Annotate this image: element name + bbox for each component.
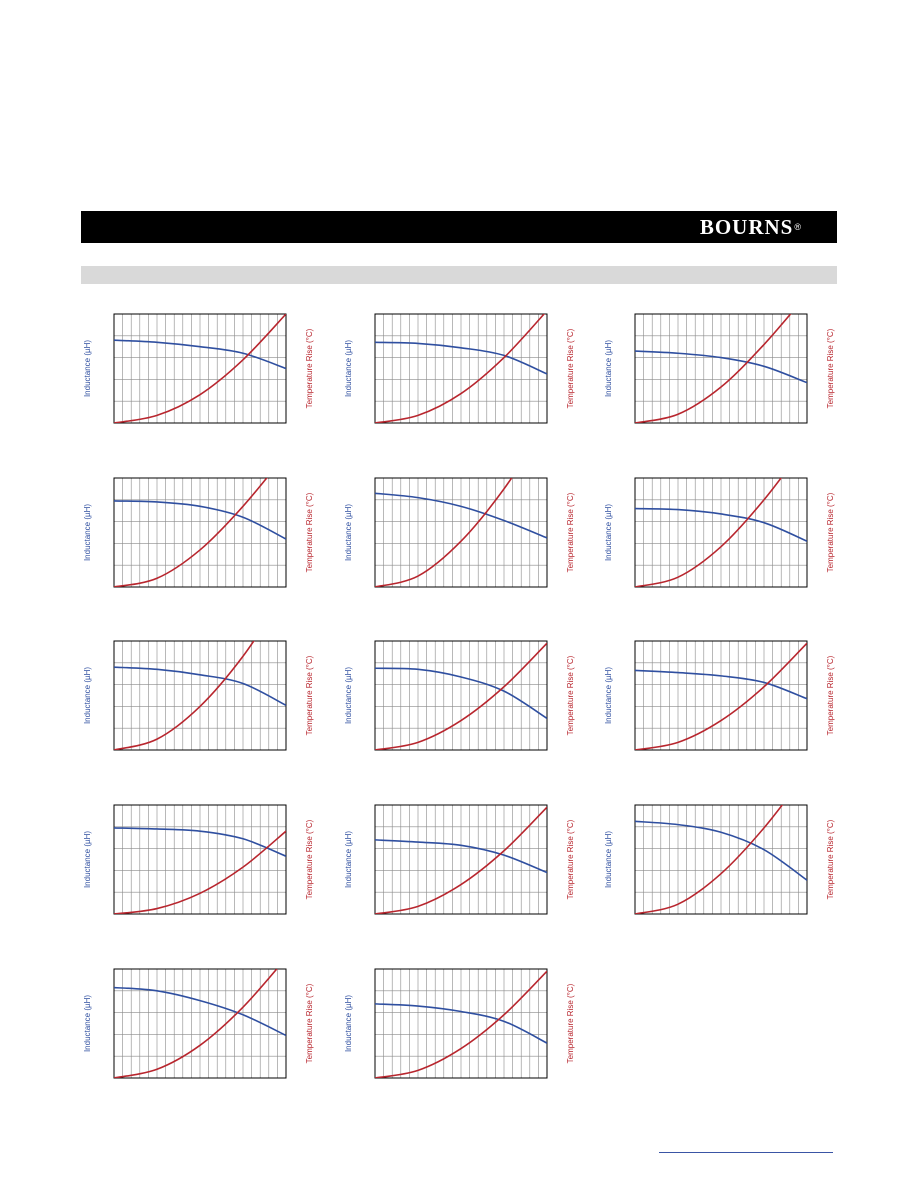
logo-text: BOURNS	[699, 215, 794, 239]
y-axis-label-inductance: Inductance (µH)	[604, 666, 613, 725]
chart-3	[604, 294, 835, 423]
y-axis-label-inductance: Inductance (µH)	[344, 830, 353, 889]
chart-10	[83, 805, 314, 914]
y-axis-label-inductance: Inductance (µH)	[344, 666, 353, 725]
y-axis-label-temperature: Temperature Rise (°C)	[826, 819, 835, 900]
chart-5	[344, 424, 575, 588]
y-axis-label-inductance: Inductance (µH)	[604, 503, 613, 562]
chart-4	[83, 454, 314, 587]
chart-12	[604, 772, 835, 914]
y-axis-label-inductance: Inductance (µH)	[344, 339, 353, 398]
y-axis-label-temperature: Temperature Rise (°C)	[566, 983, 575, 1064]
chart-11	[344, 805, 575, 914]
chart-14	[344, 969, 575, 1078]
y-axis-label-temperature: Temperature Rise (°C)	[305, 328, 314, 409]
y-axis-label-inductance: Inductance (µH)	[83, 994, 92, 1053]
chart-2	[344, 311, 575, 423]
y-axis-label-temperature: Temperature Rise (°C)	[305, 983, 314, 1064]
chart-6	[604, 443, 835, 587]
registered-mark: ®	[794, 222, 801, 232]
chart-13	[83, 958, 314, 1078]
y-axis-label-inductance: Inductance (µH)	[83, 503, 92, 562]
y-axis-label-temperature: Temperature Rise (°C)	[305, 492, 314, 573]
y-axis-label-temperature: Temperature Rise (°C)	[305, 655, 314, 736]
y-axis-label-temperature: Temperature Rise (°C)	[566, 492, 575, 573]
y-axis-label-inductance: Inductance (µH)	[83, 339, 92, 398]
y-axis-label-temperature: Temperature Rise (°C)	[566, 655, 575, 736]
y-axis-label-inductance: Inductance (µH)	[344, 994, 353, 1053]
chart-8	[344, 641, 575, 750]
y-axis-label-temperature: Temperature Rise (°C)	[566, 819, 575, 900]
y-axis-label-temperature: Temperature Rise (°C)	[826, 492, 835, 573]
y-axis-label-temperature: Temperature Rise (°C)	[305, 819, 314, 900]
chart-7	[83, 592, 314, 750]
y-axis-label-temperature: Temperature Rise (°C)	[826, 328, 835, 409]
chart-1	[83, 314, 314, 423]
footer-link-underline[interactable]	[659, 1152, 833, 1153]
y-axis-label-temperature: Temperature Rise (°C)	[566, 328, 575, 409]
y-axis-label-temperature: Temperature Rise (°C)	[826, 655, 835, 736]
y-axis-label-inductance: Inductance (µH)	[344, 503, 353, 562]
y-axis-label-inductance: Inductance (µH)	[604, 830, 613, 889]
y-axis-label-inductance: Inductance (µH)	[604, 339, 613, 398]
chart-9	[604, 641, 835, 750]
y-axis-label-inductance: Inductance (µH)	[83, 666, 92, 725]
y-axis-label-inductance: Inductance (µH)	[83, 830, 92, 889]
